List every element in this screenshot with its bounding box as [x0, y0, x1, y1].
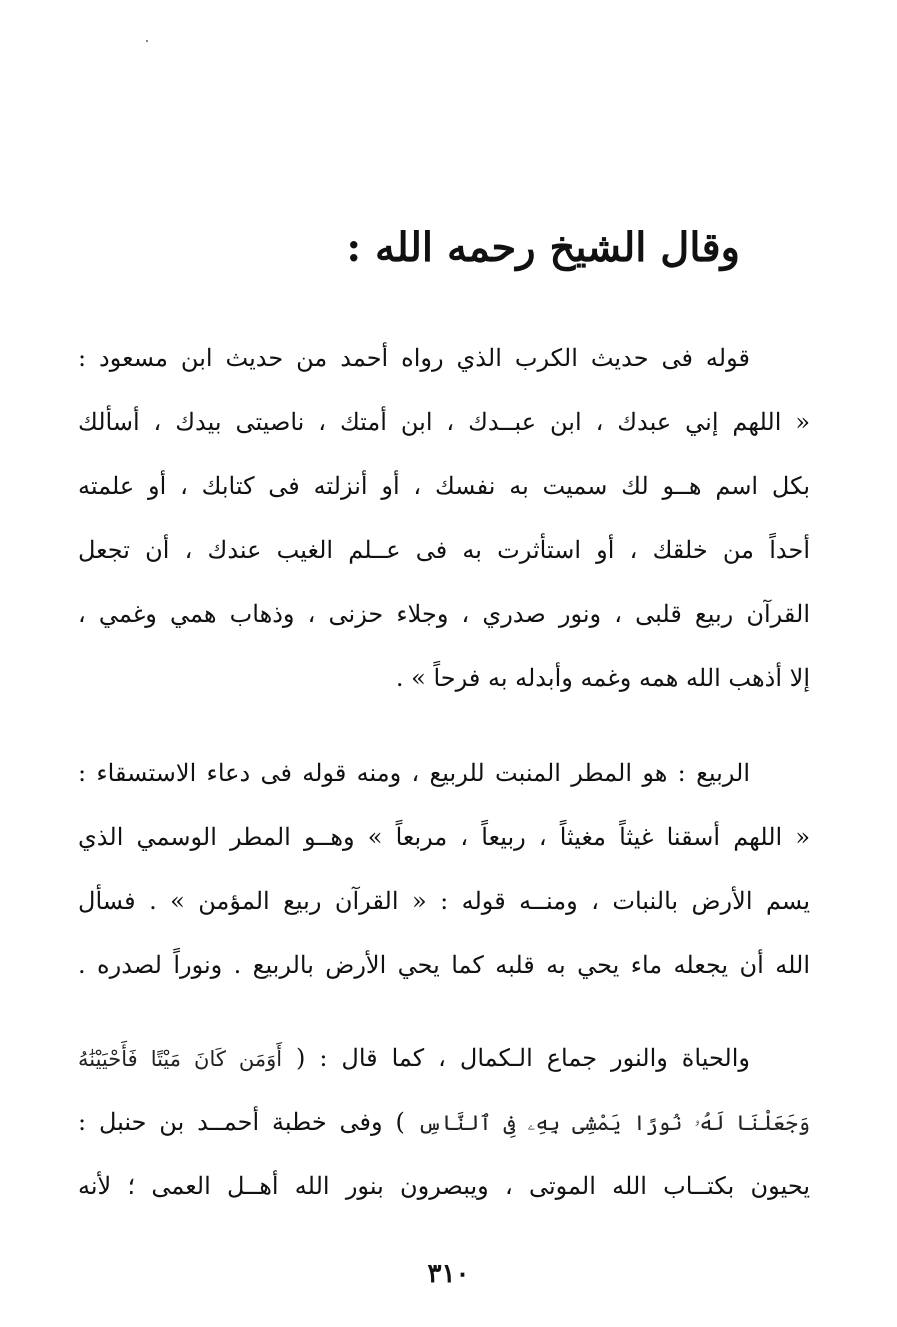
text-segment: والحياة والنور جماع الـكمال ، كما قال : (	[296, 1044, 751, 1072]
text-line: يسم الأرض بالنبات ، ومنــه قوله : « القرآن ربيع المؤمن » . فسأل	[78, 887, 810, 915]
page-number: ٣١٠	[427, 1259, 470, 1289]
text-line: إلا أذهب الله همه وغمه وأبدله به فرحاً » .	[395, 664, 810, 692]
text-line-with-verse	[78, 1026, 810, 1090]
text-line: « اللهم إني عبدك ، ابن عبــدك ، ابن أمتك ، ناصيتى بيدك ، أسألك	[78, 408, 810, 436]
page-heading: وقال الشيخ رحمه الله :	[346, 224, 740, 271]
text-line: « اللهم أسقنا غيثاً مغيثاً ، ربيعاً ، مربعاً » وهــو المطر الوسمي الذي	[78, 823, 810, 851]
text-line: القرآن ربيع قلبى ، ونور صدري ، وجلاء حزنى ، وذهاب همي وغمي ،	[78, 600, 810, 628]
scan-speck	[146, 40, 148, 42]
text-line-with-verse	[78, 1090, 810, 1154]
text-line: الربيع : هو المطر المنبت للربيع ، ومنه قوله فى دعاء الاستسقاء :	[78, 759, 750, 787]
paragraph-life-and-light	[78, 1026, 810, 1218]
text-line: الله أن يجعله ماء يحي به قلبه كما يحي الأرض بالربيع . ونوراً لصدره .	[78, 951, 810, 979]
text-line: بكل اسم هــو لك سميت به نفسك ، أو أنزلته فى كتابك ، أو علمته	[78, 472, 810, 500]
text-line: يحيون بكتــاب الله الموتى ، ويبصرون بنور الله أهــل العمى ؛ لأنه	[78, 1172, 810, 1200]
quran-verse: أَوَمَن كَانَ مَيْتًا فَأَحْيَيْنَٰهُ	[78, 1047, 283, 1071]
paragraph-hadith-karb	[78, 326, 810, 710]
paragraph-rabi-definition	[78, 741, 810, 997]
quran-verse: وَجَعَلْنَا لَهُۥ نُورًا يَمْشِى بِهِۦ فِى ٱلنَّاسِ	[417, 1111, 810, 1135]
text-line: أحداً من خلقك ، أو استأثرت به فى عــلم الغيب عندك ، أن تجعل	[78, 536, 810, 564]
text-line: قوله فى حديث الكرب الذي رواه أحمد من حديث ابن مسعود :	[78, 344, 750, 372]
text-segment: ) وفى خطبة أحمــد بن حنبل :	[78, 1108, 405, 1136]
